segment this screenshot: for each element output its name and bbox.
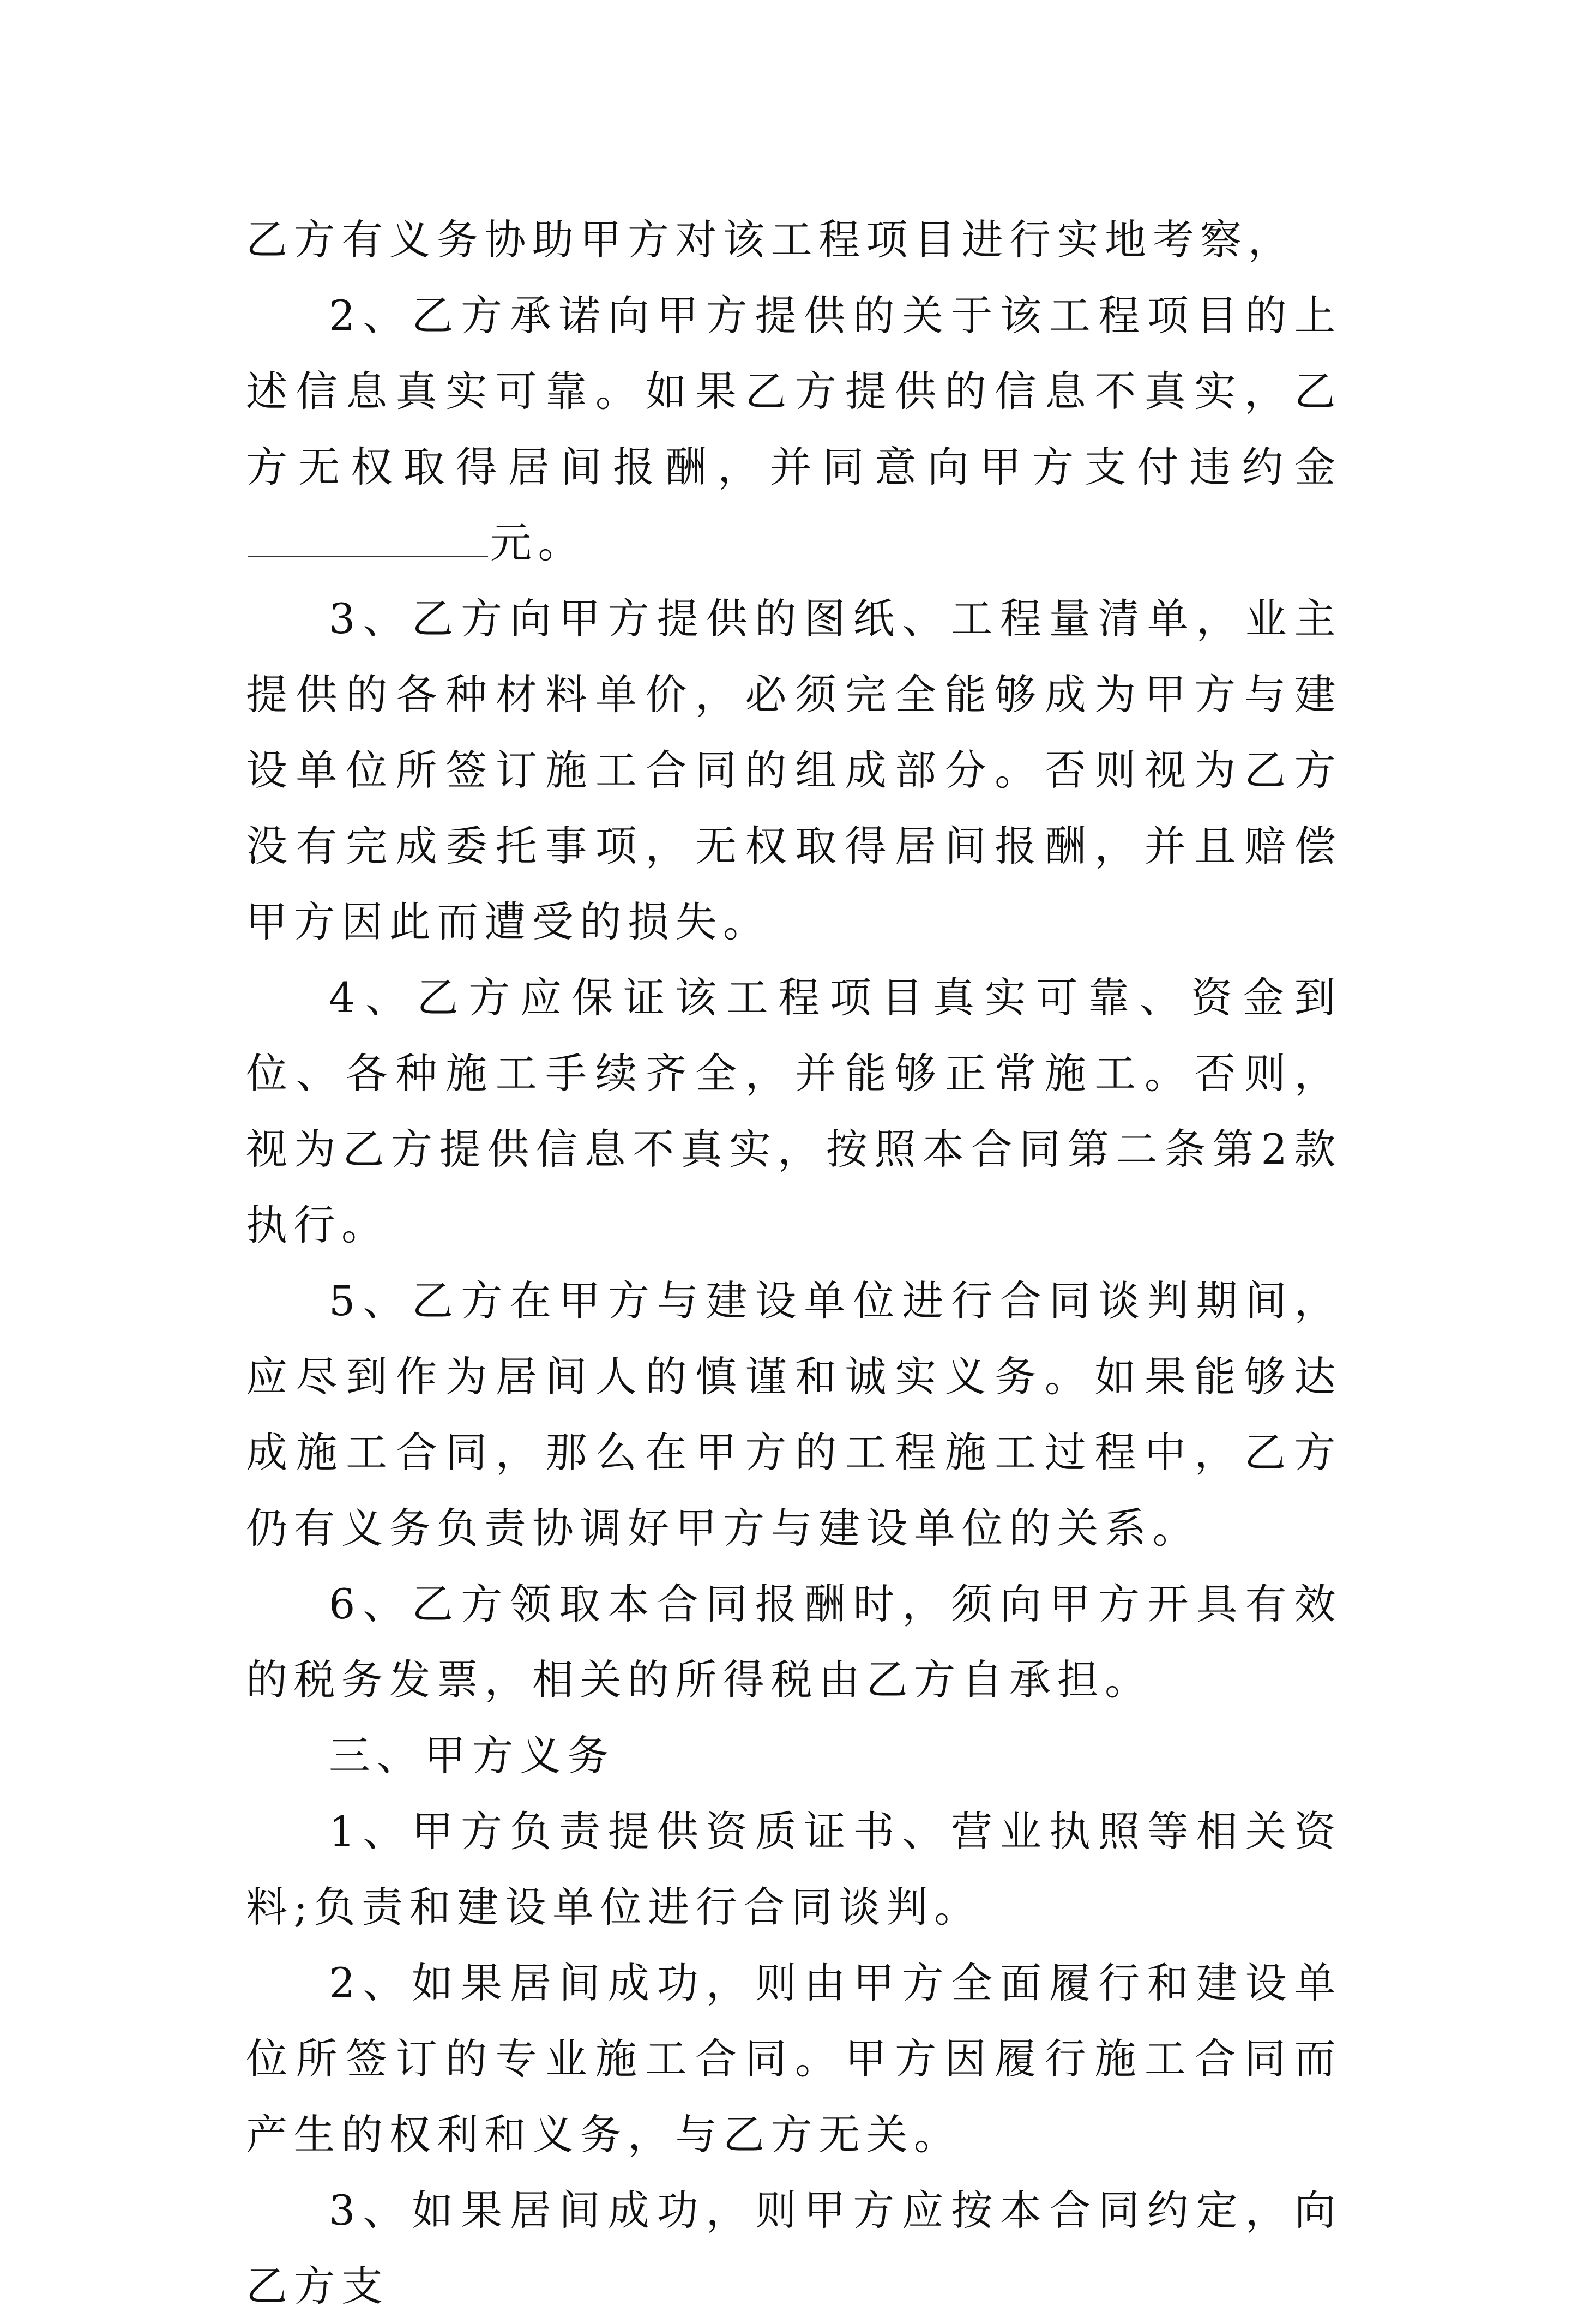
paragraph-clause-3-3	[246, 2172, 1342, 2324]
document-page	[246, 202, 1342, 2324]
section-heading-text: 三、甲方义务	[329, 1731, 615, 1780]
paragraph-clause-2-2	[246, 278, 1342, 581]
penalty-amount-blank	[248, 523, 488, 557]
paragraph-text: 1、甲方负责提供资质证书、营业执照等相关资料;负责和建设单位进行合同谈判。	[246, 1807, 1342, 1931]
paragraph-text: 乙方有义务协助甲方对该工程项目进行实地考察，	[246, 215, 1296, 264]
paragraph-clause-2-5	[246, 1263, 1342, 1566]
paragraph-text: 3、乙方向甲方提供的图纸、工程量清单，业主提供的各种材料单价，必须完全能够成为甲方与建设单位所签订施工合同的组成部分。否则视为乙方没有完成委托事项，无权取得居间报酬，并且赔偿甲方因此而遭受的损失。	[246, 594, 1342, 946]
paragraph-text: 6、乙方领取本合同报酬时，须向甲方开具有效的税务发票，相关的所得税由乙方自承担。	[246, 1580, 1342, 1704]
paragraph-clause-2-4	[246, 960, 1342, 1263]
paragraph-clause-2-6	[246, 1566, 1342, 1718]
paragraph-text: 2、乙方承诺向甲方提供的关于该工程项目的上述信息真实可靠。如果乙方提供的信息不真实，乙方无权取得居间报酬，并同意向甲方支付违约金	[246, 291, 1342, 491]
paragraph-continuation	[246, 202, 1342, 278]
paragraph-text: 4、乙方应保证该工程项目真实可靠、资金到位、各种施工手续齐全，并能够正常施工。否则，视为乙方提供信息不真实，按照本合同第二条第2款执行。	[246, 973, 1342, 1249]
paragraph-clause-3-1	[246, 1793, 1342, 1945]
paragraph-suffix: 元。	[490, 519, 586, 567]
paragraph-clause-2-3	[246, 581, 1342, 960]
paragraph-text: 2、如果居间成功，则由甲方全面履行和建设单位所签订的专业施工合同。甲方因履行施工合同而产生的权利和义务，与乙方无关。	[246, 1959, 1342, 2159]
paragraph-text: 3、如果居间成功，则甲方应按本合同约定，向乙方支	[246, 2186, 1342, 2310]
paragraph-text: 5、乙方在甲方与建设单位进行合同谈判期间，应尽到作为居间人的慎谨和诚实义务。如果能够达成施工合同，那么在甲方的工程施工过程中，乙方仍有义务负责协调好甲方与建设单位的关系。	[246, 1277, 1342, 1552]
section-heading-3	[246, 1718, 1342, 1793]
paragraph-clause-3-2	[246, 1945, 1342, 2172]
